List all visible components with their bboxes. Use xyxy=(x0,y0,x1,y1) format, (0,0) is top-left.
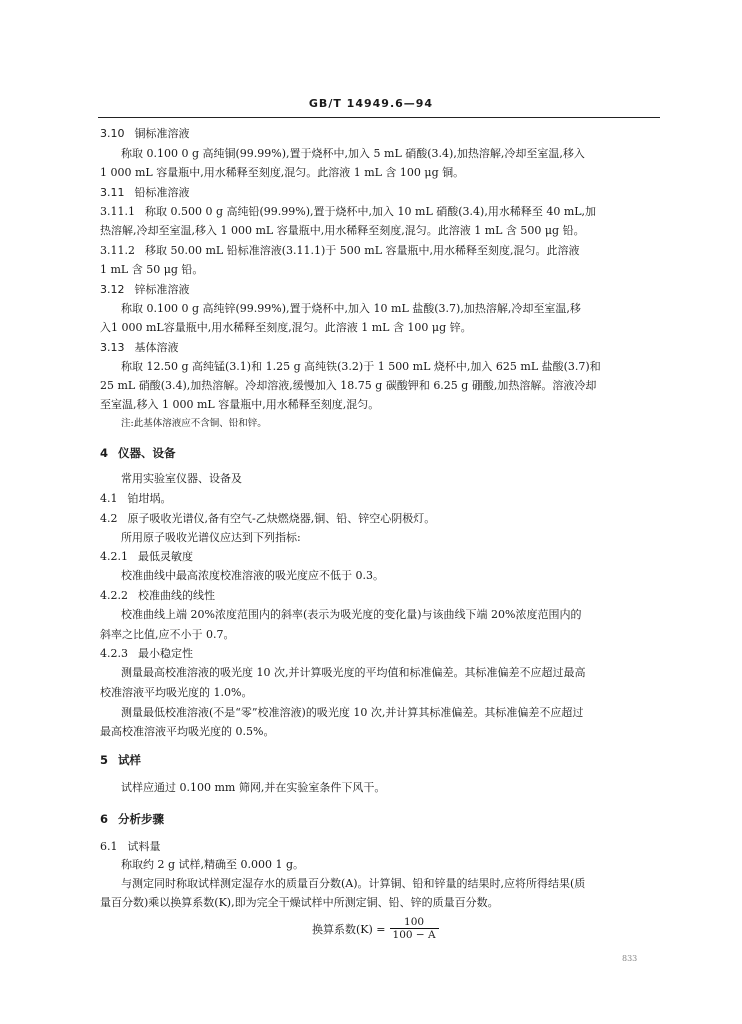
para-line: 1 mL 含 50 μg 铅。 xyxy=(100,263,204,276)
para-line: 入1 000 mL容量瓶中,用水稀释至刻度,混匀。此溶液 1 mL 含 100 μg 锌。 xyxy=(100,321,472,334)
section-3-11-2: 3.11.2 移取 50.00 mL 铅标准溶液(3.11.1)于 500 mL 容量瓶中,用水稀释至刻度,混匀。此溶液 xyxy=(100,244,580,257)
para-line: 测量最低校准溶液(不是“零”校准溶液)的吸光度 10 次,并计算其标准偏差。其标准偏差不应超过 xyxy=(121,706,584,719)
page-folio: 833 xyxy=(622,954,638,963)
para-line: 热溶解,冷却至室温,移入 1 000 mL 容量瓶中,用水稀释至刻度,混匀。此溶液 1 mL 含 500 μg 铅。 xyxy=(100,224,585,237)
para-line: 最高校准溶液平均吸光度的 0.5%。 xyxy=(100,725,275,738)
section-3-12-heading: 3.12 锌标准溶液 xyxy=(100,283,190,296)
para-line: 常用实验室仪器、设备及 xyxy=(121,472,242,485)
para-line: 校准溶液平均吸光度的 1.0%。 xyxy=(100,686,253,699)
formula-lhs: 换算系数(K) = xyxy=(312,922,386,936)
para-line: 试样应通过 0.100 mm 筛网,并在实验室条件下风干。 xyxy=(121,781,386,794)
para-line: 称取 0.100 0 g 高纯锌(99.99%),置于烧杯中,加入 10 mL 盐酸(3.7),加热溶解,冷却至室温,移 xyxy=(121,302,581,315)
conversion-formula xyxy=(312,916,439,941)
para-line: 与测定同时称取试样测定湿存水的质量百分数(A)。计算铜、铅和锌量的结果时,应将所得结果(质 xyxy=(121,877,586,890)
para-line: 所用原子吸收光谱仪应达到下列指标: xyxy=(121,531,301,544)
para-line: 校准曲线中最高浓度校准溶液的吸光度应不低于 0.3。 xyxy=(121,569,384,582)
para-line: 25 mL 硝酸(3.4),加热溶解。冷却溶液,缓慢加入 18.75 g 碳酸钾和 6.25 g 硼酸,加热溶解。溶液冷却 xyxy=(100,379,597,392)
para-line: 称取约 2 g 试样,精确至 0.000 1 g。 xyxy=(121,858,305,871)
para-line: 称取 12.50 g 高纯锰(3.1)和 1.25 g 高纯铁(3.2)于 1 500 mL 烧杯中,加入 625 mL 盐酸(3.7)和 xyxy=(121,360,601,373)
section-3-10-heading: 3.10 铜标准溶液 xyxy=(100,127,190,140)
para-line: 测量最高校准溶液的吸光度 10 次,并计算吸光度的平均值和标准偏差。其标准偏差不应超过最高 xyxy=(121,666,586,679)
para-line: 校准曲线上端 20%浓度范围内的斜率(表示为吸光度的变化量)与该曲线下端 20%浓度范围内的 xyxy=(121,608,582,621)
section-4-2: 4.2 原子吸收光谱仪,备有空气-乙炔燃烧器,铜、铅、锌空心阴极灯。 xyxy=(100,512,436,525)
section-5-heading: 5 试样 xyxy=(100,753,142,767)
para-line: 1 000 mL 容量瓶中,用水稀释至刻度,混匀。此溶液 1 mL 含 100 μg 铜。 xyxy=(100,166,465,179)
section-3-11-1: 3.11.1 称取 0.500 0 g 高纯铅(99.99%),置于烧杯中,加入 10 mL 硝酸(3.4),用水稀释至 40 mL,加 xyxy=(100,205,597,218)
formula-fraction xyxy=(390,916,439,941)
para-line: 量百分数)乘以换算系数(K),即为完全干燥试样中所测定铜、铅、锌的质量百分数。 xyxy=(100,896,499,909)
para-line: 称取 0.100 0 g 高纯铜(99.99%),置于烧杯中,加入 5 mL 硝酸(3.4),加热溶解,冷却至室温,移入 xyxy=(121,147,585,160)
section-6-1-heading: 6.1 试料量 xyxy=(100,840,161,853)
section-3-11-heading: 3.11 铅标准溶液 xyxy=(100,186,190,199)
section-4-heading: 4 仪器、设备 xyxy=(100,446,176,460)
para-line: 至室温,移入 1 000 mL 容量瓶中,用水稀释至刻度,混匀。 xyxy=(100,398,380,411)
formula-denominator: 100 − A xyxy=(390,928,439,941)
section-4-1: 4.1 铂坩埚。 xyxy=(100,492,172,505)
section-4-2-1-heading: 4.2.1 最低灵敏度 xyxy=(100,550,193,563)
section-6-heading: 6 分析步骤 xyxy=(100,812,165,826)
section-4-2-2-heading: 4.2.2 校准曲线的线性 xyxy=(100,589,215,602)
section-3-13-heading: 3.13 基体溶液 xyxy=(100,341,179,354)
standard-header: GB/T 14949.6—94 xyxy=(308,97,434,110)
formula-numerator: 100 xyxy=(404,916,425,928)
section-4-2-3-heading: 4.2.3 最小稳定性 xyxy=(100,647,193,660)
header-rule xyxy=(98,117,660,118)
para-line: 斜率之比值,应不小于 0.7。 xyxy=(100,628,235,641)
note: 注:此基体溶液应不含铜、铅和锌。 xyxy=(121,418,267,429)
